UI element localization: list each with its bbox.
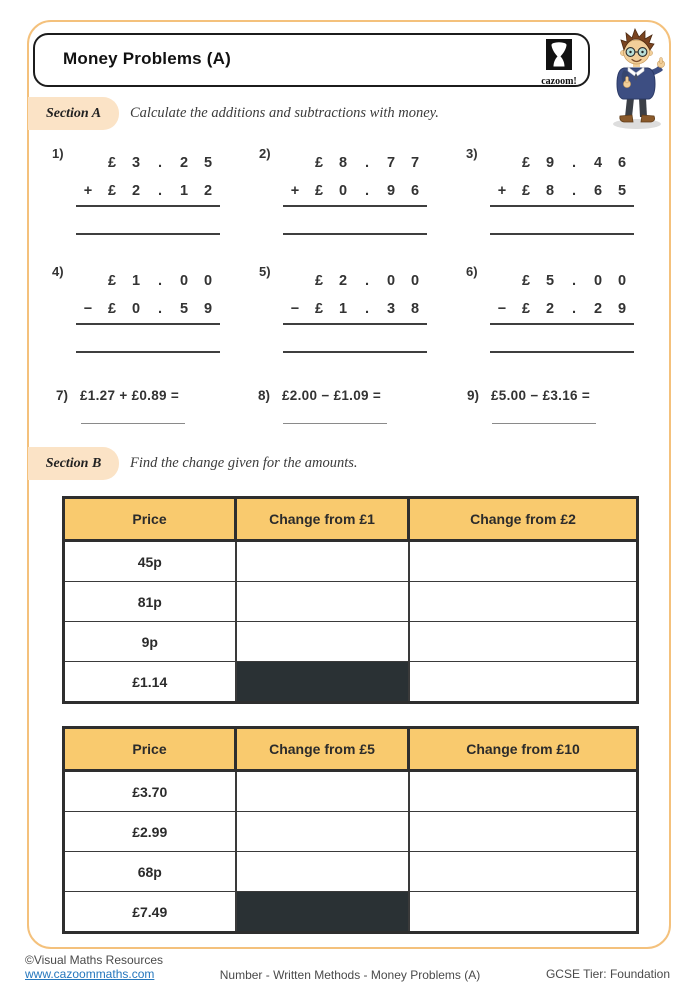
- operand-top: £ 1 . 0 0: [107, 273, 213, 289]
- problem-5: [259, 264, 433, 353]
- blocked-cell: [236, 662, 409, 703]
- problem-number: 1): [52, 146, 64, 161]
- blocked-cell: [236, 892, 409, 933]
- section-a-label: Section A: [28, 97, 119, 130]
- change-table-1: [62, 496, 639, 704]
- table-header-row: [64, 728, 638, 771]
- col-header-change1: Change from £1: [236, 498, 409, 541]
- worksheet-breadcrumb: Number - Written Methods - Money Problems (A): [219, 968, 481, 982]
- problem-number: 3): [466, 146, 478, 161]
- problem-7: [56, 388, 185, 424]
- answer-cell: [409, 662, 638, 703]
- price-cell: £1.14: [64, 662, 236, 703]
- page-title: Money Problems (A): [63, 49, 231, 68]
- section-a-instruction: Calculate the additions and subtractions with money.: [130, 105, 439, 121]
- answer-line: [490, 351, 634, 353]
- problem-6: [466, 264, 640, 353]
- section-b-instruction: Find the change given for the amounts.: [130, 455, 358, 471]
- problem-number: 8): [258, 388, 271, 403]
- copyright-text: ©Visual Maths Resources: [25, 953, 164, 967]
- price-cell: 81p: [64, 582, 236, 622]
- cazoom-wordmark: cazoom!: [541, 76, 577, 87]
- problem-number: 7): [56, 388, 69, 403]
- price-cell: £2.99: [64, 812, 236, 852]
- answer-cell: [409, 892, 638, 933]
- operand-top: £ 9 . 4 6: [521, 155, 627, 171]
- tier-label: GCSE Tier: Foundation: [545, 967, 670, 981]
- operand-bottom: + £ 2 . 1 2: [83, 183, 213, 199]
- mascot-character: [596, 28, 678, 132]
- table-row: [64, 771, 638, 812]
- cazoom-logo: [533, 39, 585, 87]
- sum-line: [490, 205, 634, 207]
- table-row: [64, 812, 638, 852]
- answer-cell: [236, 582, 409, 622]
- answer-cell: [409, 541, 638, 582]
- answer-cell: [236, 812, 409, 852]
- price-cell: £7.49: [64, 892, 236, 933]
- table-row: [64, 541, 638, 582]
- operand-top: £ 8 . 7 7: [314, 155, 420, 171]
- sum-line: [76, 323, 220, 325]
- website-link[interactable]: www.cazoommaths.com: [25, 967, 155, 981]
- operand-top: £ 3 . 2 5: [107, 155, 213, 171]
- price-cell: 9p: [64, 622, 236, 662]
- operand-bottom: − £ 1 . 3 8: [290, 301, 420, 317]
- table-row: [64, 582, 638, 622]
- problem-2: [259, 146, 433, 235]
- col-header-price: Price: [64, 498, 236, 541]
- problem-number: 2): [259, 146, 271, 161]
- cazoom-drum-icon: [546, 39, 572, 71]
- problem-3: [466, 146, 640, 235]
- expression: £5.00 − £3.16 =: [491, 388, 591, 403]
- sum-line: [283, 205, 427, 207]
- title-box: [33, 33, 590, 87]
- answer-line: [492, 423, 596, 424]
- answer-cell: [409, 582, 638, 622]
- answer-line: [283, 423, 387, 424]
- problem-8: [258, 388, 387, 424]
- change-table-2: [62, 726, 639, 934]
- answer-cell: [409, 622, 638, 662]
- problem-9: [467, 388, 596, 424]
- col-header-change2: Change from £2: [409, 498, 638, 541]
- table-row: [64, 892, 638, 933]
- problem-number: 6): [466, 264, 478, 279]
- table-header-row: [64, 498, 638, 541]
- expression: £2.00 − £1.09 =: [282, 388, 382, 403]
- problem-number: 9): [467, 388, 480, 403]
- answer-line: [76, 351, 220, 353]
- table-row: [64, 852, 638, 892]
- answer-cell: [409, 852, 638, 892]
- answer-line: [283, 233, 427, 235]
- answer-line: [490, 233, 634, 235]
- table-row: [64, 622, 638, 662]
- problem-4: [52, 264, 226, 353]
- operand-bottom: + £ 8 . 6 5: [497, 183, 627, 199]
- operand-top: £ 2 . 0 0: [314, 273, 420, 289]
- answer-cell: [236, 541, 409, 582]
- operand-bottom: − £ 2 . 2 9: [497, 301, 627, 317]
- operand-bottom: + £ 0 . 9 6: [290, 183, 420, 199]
- answer-cell: [236, 622, 409, 662]
- answer-cell: [236, 771, 409, 812]
- price-cell: 68p: [64, 852, 236, 892]
- col-header-change5: Change from £5: [236, 728, 409, 771]
- answer-line: [81, 423, 185, 424]
- sum-line: [490, 323, 634, 325]
- answer-cell: [409, 812, 638, 852]
- operand-top: £ 5 . 0 0: [521, 273, 627, 289]
- table-row: [64, 662, 638, 703]
- operand-bottom: − £ 0 . 5 9: [83, 301, 213, 317]
- problem-number: 4): [52, 264, 64, 279]
- price-cell: £3.70: [64, 771, 236, 812]
- answer-cell: [409, 771, 638, 812]
- problem-number: 5): [259, 264, 271, 279]
- answer-line: [283, 351, 427, 353]
- expression: £1.27 + £0.89 =: [80, 388, 180, 403]
- problem-1: [52, 146, 226, 235]
- col-header-change10: Change from £10: [409, 728, 638, 771]
- answer-line: [76, 233, 220, 235]
- answer-cell: [236, 852, 409, 892]
- col-header-price: Price: [64, 728, 236, 771]
- price-cell: 45p: [64, 541, 236, 582]
- section-b-label: Section B: [28, 447, 119, 480]
- sum-line: [283, 323, 427, 325]
- sum-line: [76, 205, 220, 207]
